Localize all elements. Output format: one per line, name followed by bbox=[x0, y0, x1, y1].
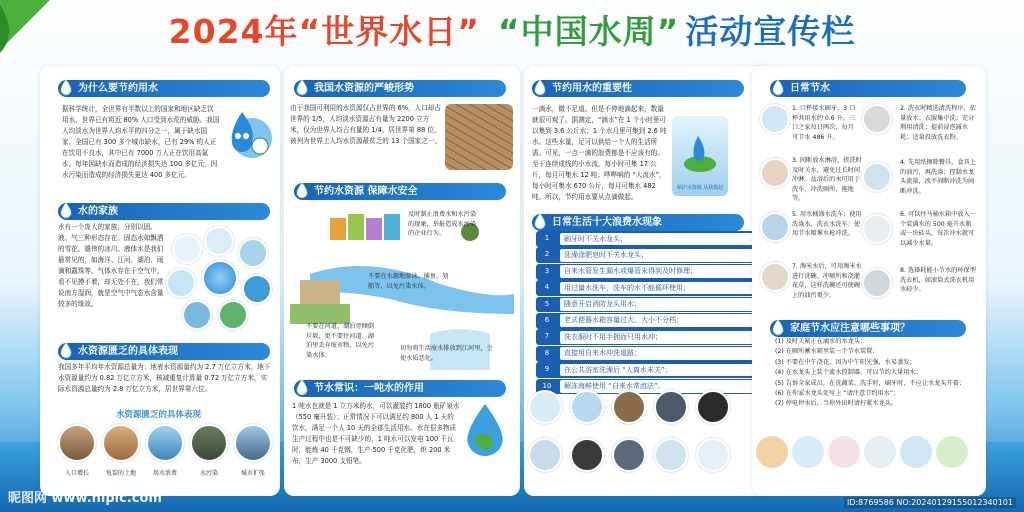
lake-image bbox=[182, 300, 212, 330]
list-item: 10 解冻海鲜使用 “自来水常流法”。 bbox=[536, 379, 764, 395]
ice-image bbox=[166, 268, 196, 298]
road-wash-image bbox=[612, 438, 646, 472]
family-icons-row bbox=[756, 436, 972, 474]
tip-8: 8. 选择耗能小节水的环保型洗衣机，如滚筒式洗衣机用水较少。 bbox=[900, 267, 976, 293]
header-water-security bbox=[294, 183, 506, 200]
list-item: 3 自来水管发生漏水或爆管未得到及时修理； bbox=[536, 264, 764, 280]
tip7-image bbox=[760, 262, 790, 292]
waste-list bbox=[536, 231, 764, 395]
earth-island-icon bbox=[680, 134, 720, 178]
cracked-land-image bbox=[102, 424, 140, 462]
caption-population: 人口增长 bbox=[64, 470, 89, 477]
header-why-save bbox=[58, 80, 270, 97]
header-label: 节约水资源 保障水安全 bbox=[314, 186, 418, 197]
header-label: 家庭节水应注意哪些事项？ bbox=[790, 323, 910, 334]
poster-caption: 保护水资源 从我做起 bbox=[676, 185, 724, 191]
water-drop-icon bbox=[770, 320, 788, 337]
tip-5: 5. 用水桶盛水洗车；使用洗涤水、洗衣水洗车；使用节水喷雾水枪冲洗。 bbox=[792, 211, 862, 237]
header-scarcity bbox=[58, 343, 270, 360]
list-item: 9 在公共浴室洗澡后 “人离水未关”； bbox=[536, 362, 764, 378]
title-year: 2024年 bbox=[168, 12, 299, 51]
list-item: 2 洗澡涂肥皂时不关水龙头； bbox=[536, 247, 764, 263]
para-water-family: 水有一个庞大的家族，分别以固、液、气三种形态存在。固态水如飘洒的雪花、雄伟的冰川。液体水是我们最常见的，如海洋、江河、湖泊、雨滴和露珠等。气体水存在于空气中，看不见摸不着，却无处不在，我们常说南方湿润，就是空气中气态水含量较多的缘故。 bbox=[58, 223, 164, 308]
rain-image bbox=[172, 234, 202, 264]
tip4-image bbox=[862, 162, 892, 192]
header-severe-situation bbox=[294, 80, 506, 97]
water-drop-icon bbox=[532, 80, 550, 97]
header-label: 节约用水的重要性 bbox=[552, 83, 632, 94]
hydrant-image bbox=[696, 390, 730, 424]
seafood-image bbox=[696, 438, 730, 472]
laundry-image bbox=[570, 438, 604, 472]
save-water-poster-image bbox=[672, 116, 728, 196]
note-no-dumping: 不要在河道、湖泊旁倾倒垃圾，更不要往河道、湖泊里丢弃废弃物，以免污染水体。 bbox=[306, 323, 375, 359]
para-one-ton-water: 1 吨水也就是 1 立方米的水，可以灌装约 1800 瓶矿泉水（550 毫升装）；正常情况下可以满足约 800 人 1 天的饮水，满足一个人 10 天的全部生活用水。水在很多物质生产过程中也是不可缺少的，1 吨水可以发电 100 千瓦时，能炼 40 千克钢，生产 500 千克化肥，织 200 米布，生产 3000 支铅笔。 bbox=[292, 402, 460, 465]
cracked-earth-image bbox=[445, 104, 513, 170]
car-wash-image bbox=[654, 390, 688, 424]
caption-waste: 用水浪费 bbox=[152, 470, 177, 477]
list-item: 4 用过量水洗车，洗车的水不能循环使用； bbox=[536, 280, 764, 296]
water-drop-icon bbox=[532, 214, 550, 231]
snow-image bbox=[204, 226, 234, 256]
faucet-icon bbox=[792, 436, 824, 468]
tip5-image bbox=[760, 212, 790, 242]
toilet-icon bbox=[864, 436, 896, 468]
water-drop-icon bbox=[294, 380, 312, 397]
para-importance: 一滴水，微不足道。但是不停地滴起来，数量就很可观了。据测定，“滴水”在 1 个小时里可以集到 3.6 公斤水；1 个水月里可集到 2.6 吨水。这些水量，足可以供给一个人的生活所需。可见，一点一滴的浪费都是不应该有的。至于连续成线的小水流，每小时可集 17 公斤，每月可集水 12 吨；哗哗响的 “大流水”，每小时可集水 670 公斤，每月可集水 482 吨。所以，节约用水要从点滴做起。 bbox=[532, 105, 667, 201]
list-item: 7 洗衣服时不用手拥而只用水冲； bbox=[536, 329, 764, 345]
water-cycle-diagram bbox=[166, 224, 274, 332]
note-report-pollution: 及时制止浪费水和水污染的现象，举报造成水污染的企业行为。 bbox=[408, 211, 477, 237]
list-item: (2) 在厕所蓄水箱里装一个节水装置； bbox=[775, 348, 879, 356]
water-drop-icon bbox=[58, 80, 76, 97]
header-label: 日常生活十大浪费水现象 bbox=[552, 217, 662, 228]
list-item: 8 直接用自来水冲洗道路； bbox=[536, 346, 764, 362]
tip-3: 3. 间断放水淋浴，搓洗时及时关水，避免过长时间冲淋。盆浴后的水可用于洗车、冲洗厕所、拖地等。 bbox=[792, 157, 862, 202]
tip-6: 6. 可以往马桶水箱中放入一个装满水的 500 毫升水瓶或一块砖头，每次冲水就可以减少水量。 bbox=[900, 211, 976, 247]
water-drop-icon bbox=[294, 80, 312, 97]
brushing-image bbox=[528, 390, 562, 424]
cloud-image bbox=[238, 238, 268, 268]
list-item: (6) 在你家水龙头处写上 “请注意节约用水”； bbox=[775, 390, 900, 398]
list-item: (4) 在水龙头上装个流水控制器，可以节约大量用水； bbox=[775, 369, 922, 377]
list-item: (1) 及时关紧正在滴水的水龙头； bbox=[775, 338, 867, 345]
poster-title bbox=[0, 6, 1024, 56]
child-icon bbox=[756, 436, 788, 468]
water-mascot-icon bbox=[220, 108, 272, 164]
caption-cracked-land: 龟裂的土地 bbox=[105, 470, 136, 477]
washer-icon bbox=[900, 436, 932, 468]
caption-pollution: 水污染 bbox=[199, 470, 218, 477]
ocean-image bbox=[242, 274, 272, 304]
shower-image bbox=[570, 390, 604, 424]
tip-2: 2. 洗衣时精选清洗程序，依量放水；衣服集中洗；充分利用清洗；提前浸泡减水耗；适量投放洗衣粉。 bbox=[900, 105, 976, 141]
tip-4: 4. 先用纸擦除餐具，食具上的油污，再洗涤；控制水龙头流量，改不间断冲洗为间断冲洗。 bbox=[900, 159, 976, 195]
header-importance bbox=[532, 80, 744, 97]
water-drop-icon bbox=[58, 343, 76, 360]
title-tail: 活动宣传栏 bbox=[685, 12, 856, 51]
tip2-image bbox=[862, 104, 892, 134]
caption-city: 城市扩张 bbox=[240, 470, 265, 477]
tip-7: 7. 淘米水后，可用淘米水进行洗碗、冲厕所和浇灌花草，这样洗碗还可使碗上的油污更少。 bbox=[792, 263, 862, 299]
header-label: 水资源匮乏的具体表现 bbox=[78, 346, 178, 357]
bath-image bbox=[654, 438, 688, 472]
header-water-family bbox=[58, 203, 270, 220]
pollution-image bbox=[190, 424, 228, 462]
tip1-image bbox=[760, 104, 790, 134]
header-label: 为什么要节约用水 bbox=[78, 83, 158, 94]
header-label: 节水常识：一吨水的作用 bbox=[314, 383, 424, 394]
pipe-leak-image bbox=[612, 390, 646, 424]
tip8-image bbox=[862, 268, 892, 298]
water-waste-image bbox=[146, 424, 184, 462]
population-image bbox=[58, 424, 96, 462]
note-no-swimming: 不要在水源地游泳、捕鱼、划船等，以免污染水体。 bbox=[368, 273, 449, 290]
para-severe-situation: 由于我国可利用的水资源仅占世界的 6%，人口却占世界的 1/5，人均淡水资源占有量为 2200 立方米，仅为世界人均占有量的 1/4，居世界第 88 位，被列为世界上人均水资源最贫乏的 13 个国家之一。 bbox=[290, 104, 442, 145]
vegetable-icon bbox=[936, 436, 968, 468]
water-drop-icon bbox=[770, 80, 788, 97]
para-why-save: 据科学统计，全世界有半数以上的国家和地区缺乏饮用水，世界已有将近 80% 人口受到水荒的威胁。我国人均淡水为世界人均水平的四分之一，属于缺水国家。全国已有 300 多个城市缺水，已有 29% 的人正在饮用不良水，其中已有 7000 万人正在饮用高氟水。每年因缺水而造成的经济损失达 100 多亿元，因水污染而造成的经济损失更达 400 多亿元。 bbox=[62, 105, 220, 179]
watermark-left: 昵图网 www.nipic.com bbox=[8, 491, 162, 506]
tip6-image bbox=[862, 214, 892, 244]
city-image bbox=[234, 424, 272, 462]
tip3-image bbox=[760, 158, 790, 188]
header-ten-waste bbox=[532, 214, 744, 231]
toilet-image bbox=[528, 438, 562, 472]
list-item: 5 随意开启消防龙头用水； bbox=[536, 297, 764, 313]
river-image bbox=[218, 300, 248, 330]
tip-1: 1. 口杯接水刷牙，3 口杯共用水约 0.6 升，三口之家每日两次，每月可节水 486 升。 bbox=[792, 105, 856, 141]
list-item: (3) 不要在中午浇花，因为中午阳光强，水易蒸发； bbox=[775, 358, 916, 366]
subheading-scarcity: 水资源匮乏的具体表现 bbox=[116, 410, 202, 420]
para-scarcity: 我国多年平均年水资源总量为：地表水资源量约为 2.7 万亿立方米，地下水资源量约为 0.82 万亿立方米，核减重复计算量 0.72 万亿立方米，实际水资源总量约为 2.8 万亿立方米，居世界第六位。 bbox=[58, 363, 271, 393]
header-family-tips bbox=[770, 320, 966, 337]
watermark-right: ID:8769586 NO:20240129155012340101 bbox=[844, 497, 1016, 508]
header-label: 日常节水 bbox=[790, 83, 830, 94]
water-drop-icon bbox=[294, 183, 312, 200]
header-label: 水的家族 bbox=[78, 206, 118, 217]
list-item: 1 刷牙时不关水龙头； bbox=[536, 231, 764, 247]
center-water-image bbox=[202, 260, 238, 296]
list-item: (5) 告诉全家成员，在洗蔬菜、洗手时，刷牙时，不应让水龙头开着； bbox=[775, 379, 966, 387]
header-one-ton-water bbox=[294, 380, 506, 397]
list-item: (7) 停电停水后，当你外出时请拧紧水龙头。 bbox=[775, 400, 898, 408]
note-no-sewage: 切勿将生活废水排放到江河里，会使水质恶化。 bbox=[400, 345, 493, 362]
list-item: 6 老式便器水箱容量过大，大小不分档； bbox=[536, 313, 764, 329]
title-china-water-week: “中国水周” bbox=[497, 12, 680, 51]
family-tips-list bbox=[775, 337, 980, 410]
title-world-water-day: “世界水日” bbox=[298, 12, 480, 51]
earth-drop-icon bbox=[462, 402, 508, 464]
header-label: 我国水资源的严峻形势 bbox=[314, 83, 414, 94]
water-drop-icon bbox=[58, 203, 76, 220]
plant-icon bbox=[828, 436, 860, 468]
header-daily-saving bbox=[770, 80, 966, 97]
